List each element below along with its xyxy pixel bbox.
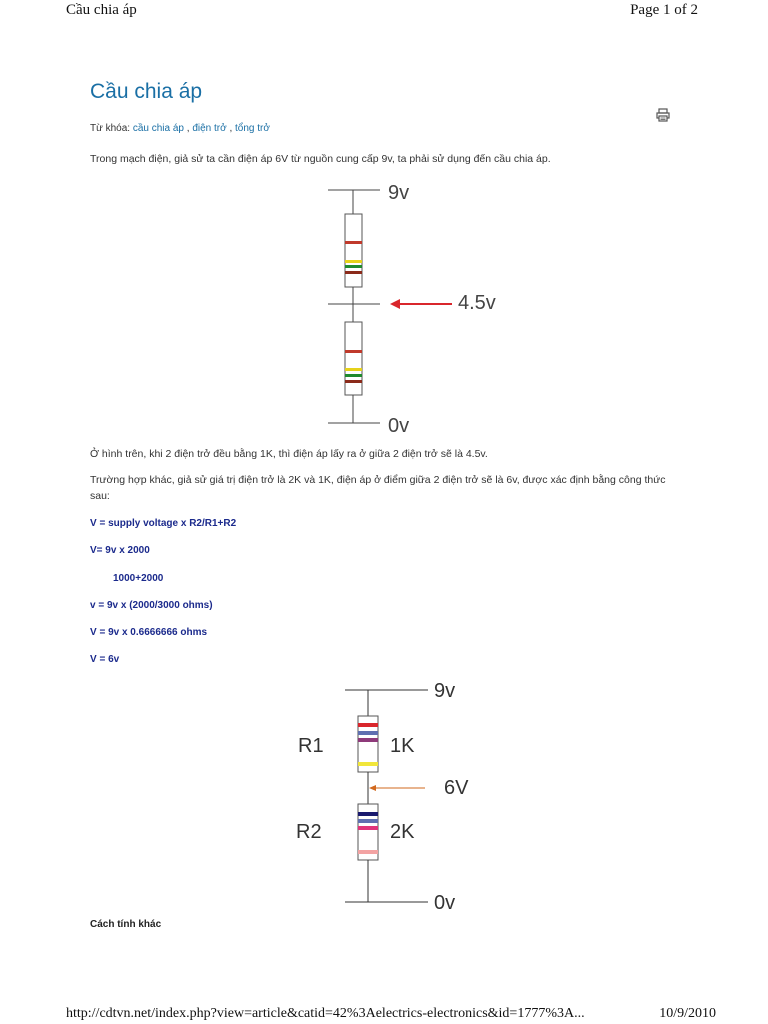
- print-footer-date: 10/9/2010: [659, 1006, 716, 1021]
- diagram2-label-r2: R2: [296, 821, 322, 843]
- keywords-line: Từ khóa: cầu chia áp , điện trở , tổng trở: [90, 123, 270, 134]
- voltage-divider-diagram-1: [320, 180, 520, 435]
- resistor-top: [345, 214, 362, 287]
- diagram1-label-bottom: 0v: [388, 415, 410, 435]
- diagram2-label-mid: 6V: [444, 777, 469, 799]
- voltage-divider-diagram-2: [290, 675, 490, 915]
- print-header-title: Cầu chia áp: [66, 2, 137, 18]
- diagram2-label-r1: R1: [298, 735, 324, 757]
- formula-line-6: V = 6v: [90, 654, 120, 665]
- paragraph-equal-resistors: Ở hình trên, khi 2 điện trở đều bằng 1K, thì điện áp lấy ra ở giữa 2 điện trở sẽ là 4.5v.: [90, 448, 488, 460]
- print-footer-url: http://cdtvn.net/index.php?view=article&catid=42%3Aelectrics-electronics&id=1777%3A...: [66, 1006, 585, 1021]
- diagram2-label-r2-value: 2K: [390, 821, 415, 843]
- keyword-link-tong-tro[interactable]: tổng trở: [235, 123, 270, 134]
- diagram1-label-top: 9v: [388, 182, 410, 204]
- diagram2-label-top: 9v: [434, 680, 456, 702]
- keyword-link-dien-tro[interactable]: điện trở: [192, 123, 227, 134]
- intro-paragraph: Trong mạch điện, giả sử ta cần điện áp 6V từ nguồn cung cấp 9v, ta phải sử dụng đến cầu chia áp.: [90, 153, 551, 165]
- formula-line-4: v = 9v x (2000/3000 ohms): [90, 600, 213, 611]
- printer-icon[interactable]: [656, 108, 670, 122]
- diagram1-label-mid: 4.5v: [458, 292, 496, 314]
- resistor-bottom: [345, 322, 362, 395]
- diagram2-label-r1-value: 1K: [390, 735, 415, 757]
- print-header-page: Page 1 of 2: [630, 2, 698, 18]
- keyword-link-cau-chia-ap[interactable]: cầu chia áp: [132, 123, 184, 134]
- formula-line-5: V = 9v x 0.6666666 ohms: [90, 627, 208, 638]
- formula-line-2: V= 9v x 2000: [90, 545, 150, 556]
- subheading-other-method: Cách tính khác: [90, 919, 162, 930]
- diagram2-label-bottom: 0v: [434, 892, 456, 914]
- keywords-label: Từ khóa:: [90, 123, 133, 134]
- formula-line-3: 1000+2000: [113, 573, 164, 584]
- article-title: Cầu chia áp: [90, 80, 203, 103]
- formula-line-1: V = supply voltage x R2/R1+R2: [90, 518, 237, 529]
- paragraph-different-resistors: Trường hợp khác, giả sử giá trị điện trở là 2K và 1K, điện áp ở điểm giữa 2 điện trở sẽ là 6v, được xác định bằng công thức sau:: [90, 474, 666, 502]
